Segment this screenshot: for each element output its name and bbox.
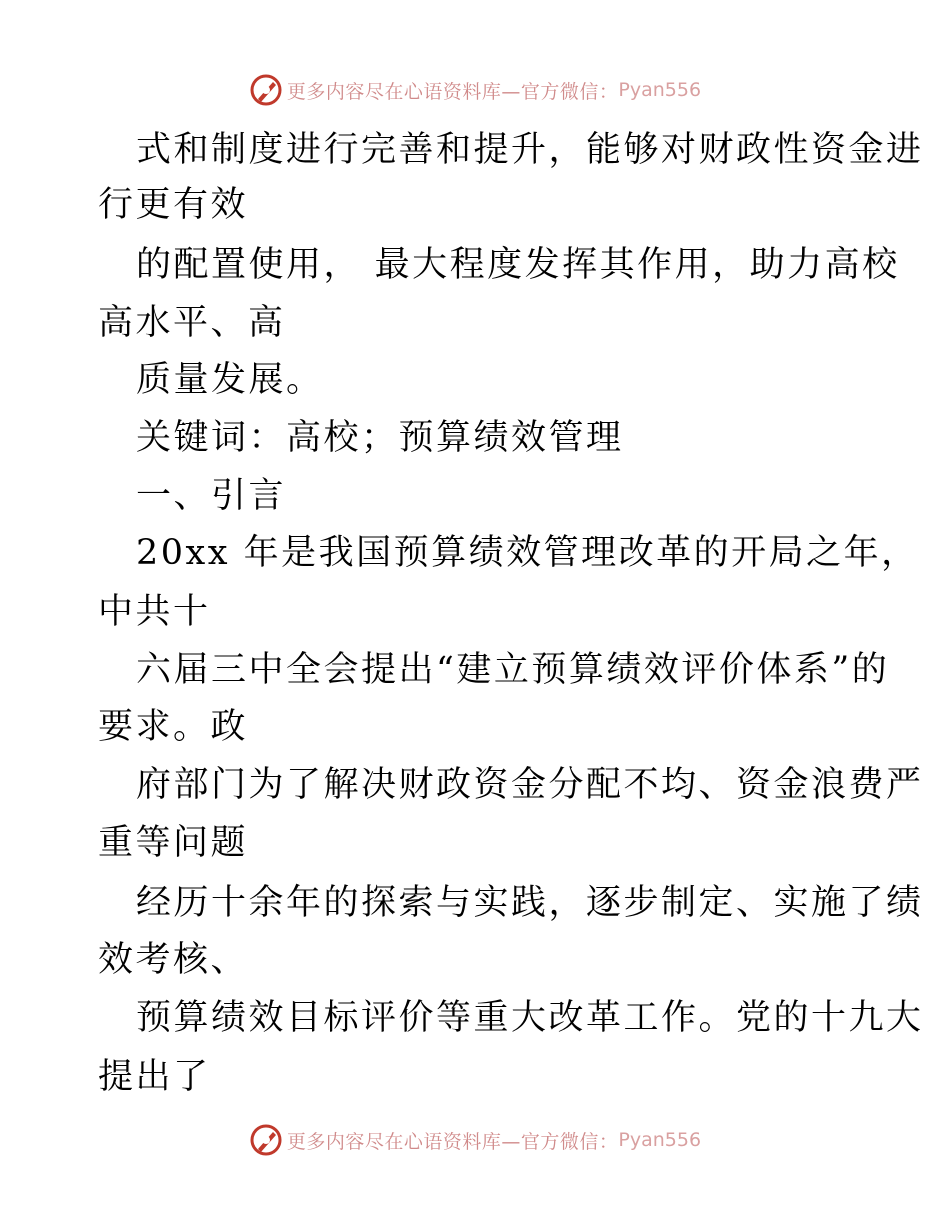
text-line: 预算绩效目标评价等重大改革工作。党的十九大 — [136, 998, 924, 1038]
text-line: 式和制度进行完善和提升，能够对财政性资金进 — [136, 130, 924, 170]
text-line: 府部门为了解决财政资金分配不均、资金浪费严 — [136, 765, 924, 805]
footer-watermark — [0, 1120, 950, 1160]
watermark-wechat-id: Pyan556 — [618, 79, 702, 101]
watermark-text: 更多内容尽在心语资料库—官方微信： — [286, 80, 619, 103]
pen-logo-icon — [249, 73, 283, 107]
text-line: 要求。政 — [98, 707, 249, 747]
header-watermark — [0, 70, 950, 110]
text-line: 经历十余年的探索与实践，逐步制定、实施了绩 — [136, 883, 924, 923]
text-line: 六届三中全会提出“建立预算绩效评价体系”的 — [136, 650, 890, 690]
text-line: 效考核、 — [98, 940, 249, 980]
text-line: 质量发展。 — [136, 360, 324, 400]
text-line: 提出了 — [98, 1057, 211, 1097]
watermark-text: 更多内容尽在心语资料库—官方微信： — [286, 1130, 619, 1153]
keywords-line: 关键词：高校；预算绩效管理 — [136, 418, 624, 458]
text-line: 20xx 年是我国预算绩效管理改革的开局之年， — [136, 533, 919, 573]
text-line: 行更有效 — [98, 185, 249, 225]
text-line: 高水平、高 — [98, 303, 286, 343]
text-line: 的配置使用， 最大程度发挥其作用，助力高校 — [136, 245, 900, 285]
watermark-wechat-id: Pyan556 — [618, 1129, 702, 1151]
section-heading: 一、引言 — [136, 476, 287, 516]
text-line: 中共十 — [98, 592, 211, 632]
pen-logo-icon — [249, 1123, 283, 1157]
text-line: 重等问题 — [98, 823, 249, 863]
